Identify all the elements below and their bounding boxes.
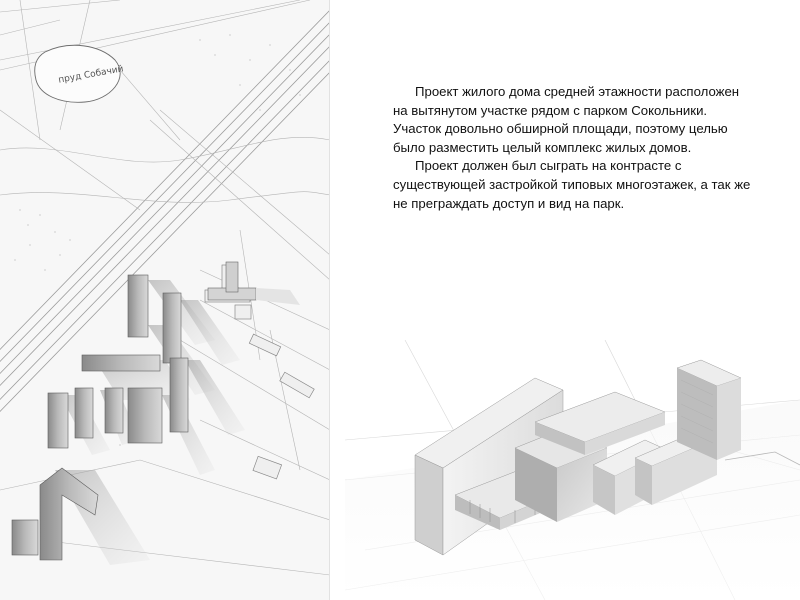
pond-label: пруд Собачий bbox=[57, 64, 125, 86]
description-paragraph-1: Проект жилого дома средней этажности расположен на вытянутом участке рядом с парком Сокольники. Участок довольно обширной площади, поэтому целью было разместить целый комплекс жилых домов. bbox=[393, 84, 740, 155]
axonometric-render bbox=[345, 340, 800, 600]
site-plan-drawing bbox=[0, 0, 330, 600]
axonometric-drawing bbox=[345, 340, 800, 600]
existing-tower bbox=[677, 360, 741, 460]
site-plan bbox=[0, 0, 330, 600]
description-paragraph-2: Проект должен был сыграть на контрасте с существующей застройкой типовых многоэтажек, а так же не преграждать доступ и вид на парк. bbox=[393, 158, 751, 211]
project-description bbox=[393, 83, 753, 213]
